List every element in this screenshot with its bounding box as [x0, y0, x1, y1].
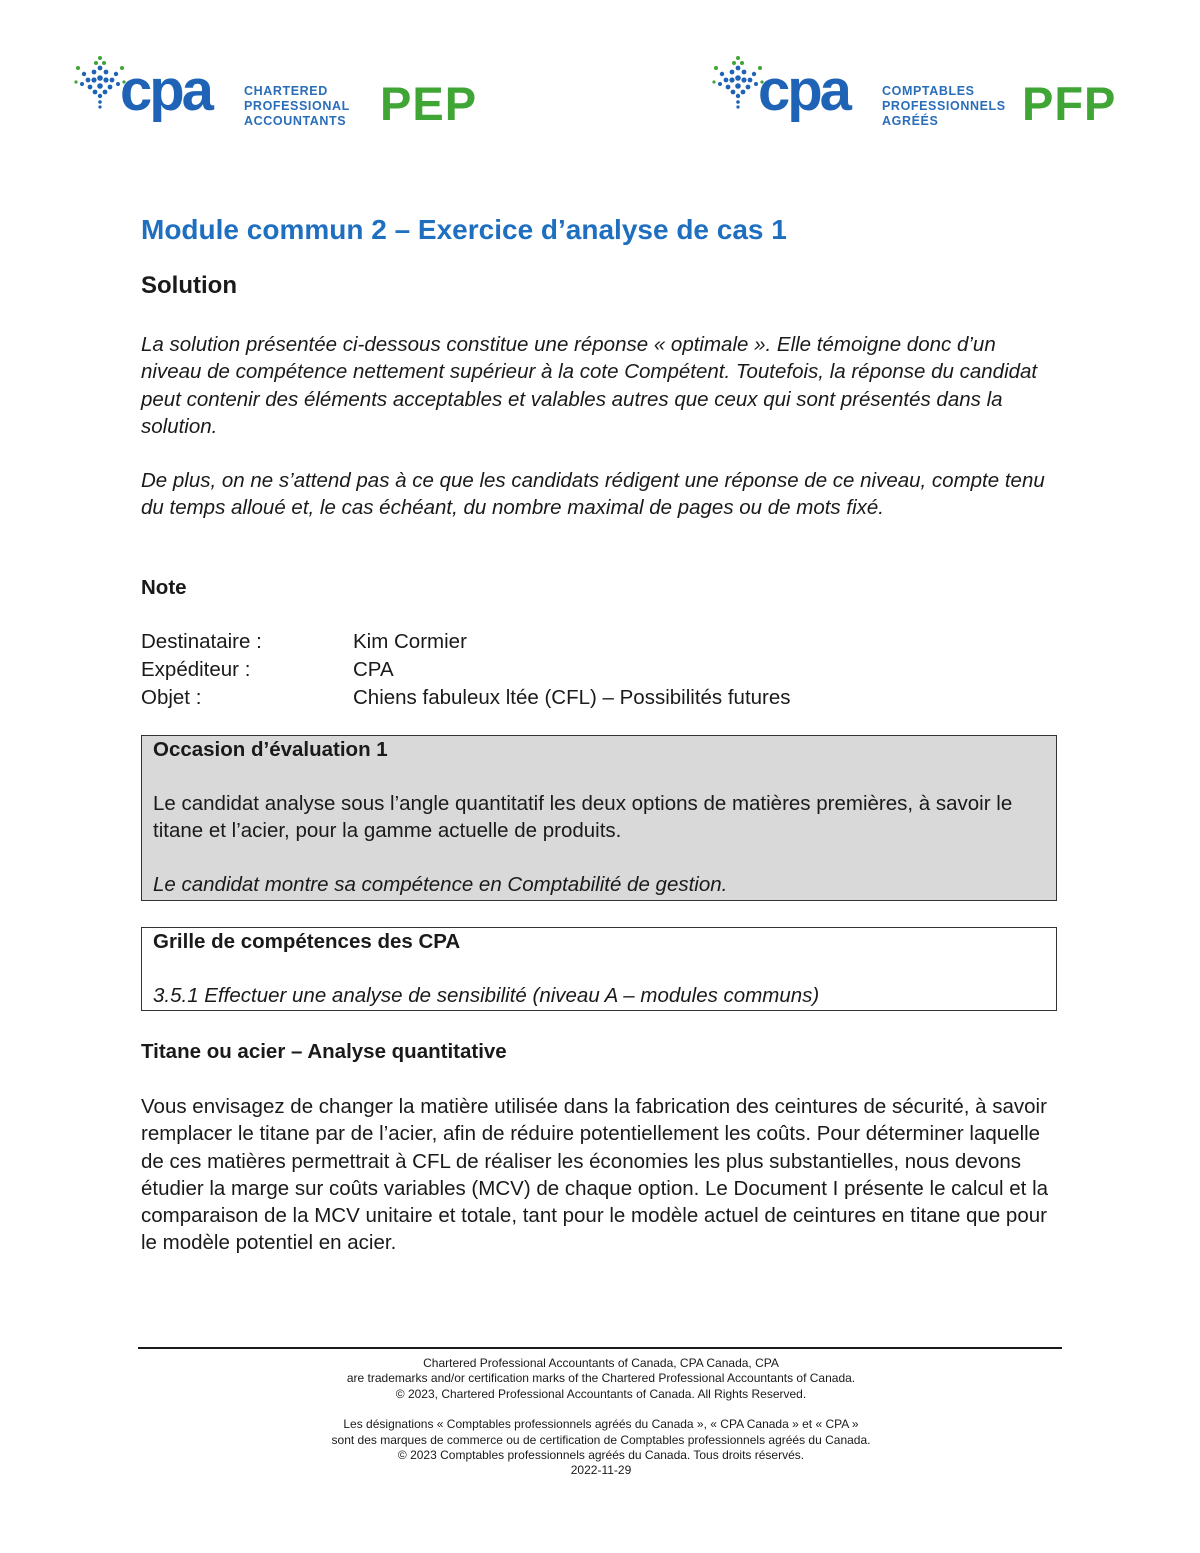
memo-header — [141, 628, 791, 712]
note-heading: Note — [141, 576, 187, 599]
memo-label: Objet : — [141, 686, 202, 709]
memo-label: Expéditeur : — [141, 658, 251, 681]
solution-heading: Solution — [141, 272, 237, 299]
evaluation-box-text: Le candidat analyse sous l’angle quantitatif les deux options de matières premières, à savoir le titane et l’acier, pour la gamme actuelle de produits. — [153, 792, 1013, 842]
footer — [141, 1356, 1061, 1479]
memo-value: Chiens fabuleux ltée (CFL) – Possibilités futures — [353, 686, 791, 709]
cpa-logo-english — [72, 54, 502, 144]
footer-line: Chartered Professional Accountants of Canada, CPA Canada, CPA — [423, 1356, 779, 1370]
cpa-logo-french — [710, 54, 1130, 144]
evaluation-box — [141, 735, 1057, 901]
footer-line: © 2023 Comptables professionnels agréés du Canada. Tous droits réservés. — [397, 1448, 805, 1463]
footer-line: Les désignations « Comptables professionnels agréés du Canada », « CPA Canada » et « CPA » — [343, 1417, 859, 1432]
cpa-designation-lines: COMPTABLES PROFESSIONNELS AGRÉÉS — [882, 84, 1006, 128]
intro-paragraph-2: De plus, on ne s’attend pas à ce que les candidats rédigent une réponse de ce niveau, compte tenu du temps alloué et, le cas échéant, du nombre maximal de pages ou de mots fixé. — [141, 469, 1045, 520]
section-paragraph: Vous envisagez de changer la matière utilisée dans la fabrication des ceintures de sécurité, à savoir remplacer le titane par de l’acier, afin de réduire potentiellement les coûts. Pour déterminer laquelle de ces matières permettrait à CFL de réaliser les économies les plus substantielles, nous devons étudier la marge sur coûts variables (MCV) de chaque option. Le Document I présente le calcul et la comparaison de la MCV unitaire et totale, tant pour le modèle actuel de ceintures en titane que pour le modèle potentiel en acier. — [141, 1095, 1049, 1255]
competency-grid-title: Grille de compétences des CPA — [153, 930, 461, 953]
intro-paragraph-1: La solution présentée ci-dessous constitue une réponse « optimale ». Elle témoigne donc d’un niveau de compétence nettement supérieur à la cote Compétent. Toutefois, la réponse du candidat peut contenir des éléments acceptables et valables autres que ceux qui sont présentés dans la solution. — [141, 333, 1038, 438]
cpa-wordmark: cpa — [758, 58, 849, 123]
footer-line: sont des marques de commerce ou de certification de Comptables professionnels agréés du Canada. — [331, 1432, 871, 1447]
memo-label: Destinataire : — [141, 630, 262, 653]
memo-row-recipient — [141, 628, 791, 656]
footer-date: 2022-11-29 — [570, 1463, 632, 1478]
cpa-wordmark: cpa — [120, 58, 211, 123]
footer-divider — [138, 1347, 1062, 1349]
footer-line: © 2023, Chartered Professional Accountants of Canada. All Rights Reserved. — [395, 1386, 807, 1401]
competency-grid-item: 3.5.1 Effectuer une analyse de sensibilité (niveau A – modules communs) — [153, 984, 820, 1007]
page-title: Module commun 2 – Exercice d’analyse de cas 1 — [141, 214, 787, 245]
cpa-designation-lines: CHARTERED PROFESSIONAL ACCOUNTANTS — [244, 84, 350, 128]
footer-line: are trademarks and/or certification marks of the Chartered Professional Accountants of Canada. — [346, 1371, 856, 1386]
competency-grid-box — [141, 927, 1057, 1011]
section-heading: Titane ou acier – Analyse quantitative — [141, 1040, 507, 1063]
memo-value: Kim Cormier — [353, 630, 467, 653]
evaluation-box-title: Occasion d’évaluation 1 — [153, 738, 388, 761]
memo-row-sender — [141, 656, 791, 684]
memo-row-subject — [141, 684, 791, 712]
program-label-pep: PEP — [380, 77, 478, 130]
memo-value: CPA — [353, 658, 394, 681]
evaluation-box-competence: Le candidat montre sa compétence en Comptabilité de gestion. — [153, 873, 728, 896]
program-label-pfp: PFP — [1022, 77, 1117, 130]
